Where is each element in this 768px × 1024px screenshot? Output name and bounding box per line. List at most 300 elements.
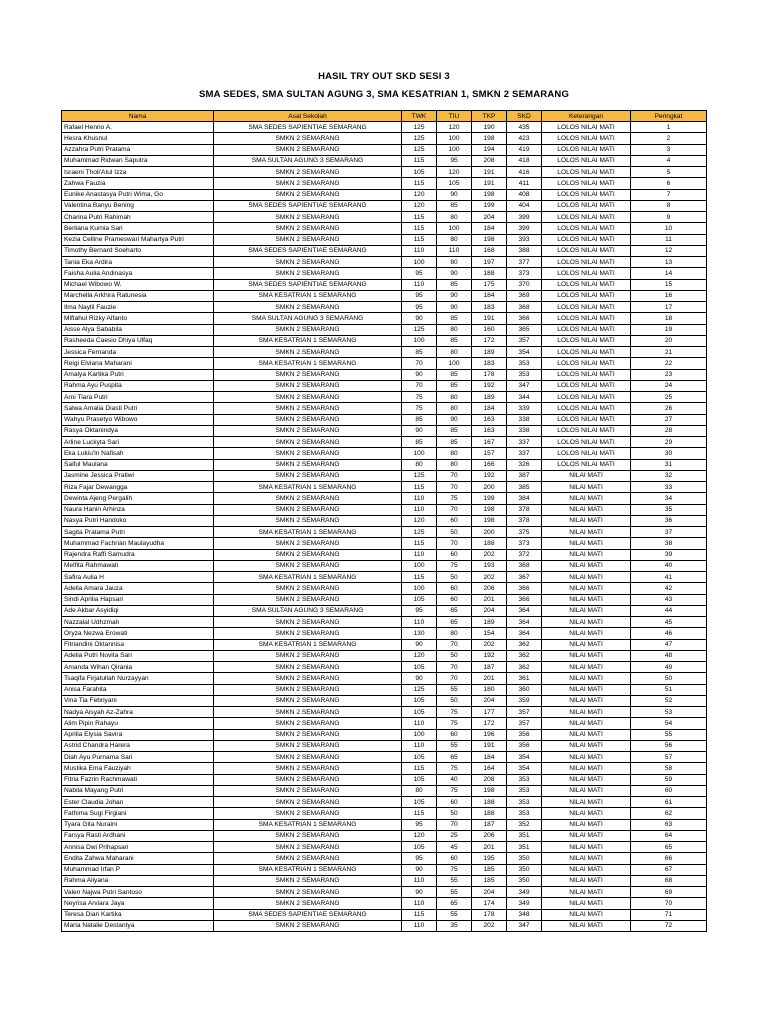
table-row xyxy=(62,133,707,144)
cell-skd: 423 xyxy=(507,133,542,144)
cell-twk: 70 xyxy=(402,380,437,391)
cell-keterangan: NILAI MATI xyxy=(542,504,631,515)
cell-tiu: 55 xyxy=(437,887,472,898)
cell-keterangan: NILAI MATI xyxy=(542,684,631,695)
cell-tkp: 178 xyxy=(472,909,507,920)
document-title xyxy=(0,70,768,102)
cell-skd: 418 xyxy=(507,155,542,166)
table-row xyxy=(62,628,707,639)
cell-nama: Hesra Khusnul xyxy=(62,133,214,144)
cell-tiu: 70 xyxy=(437,470,472,481)
cell-skd: 388 xyxy=(507,245,542,256)
cell-nama: Ade Akbar Asyidiqi xyxy=(62,605,214,616)
cell-tiu: 85 xyxy=(437,279,472,290)
header-tkp: TKP xyxy=(472,111,507,122)
cell-tiu: 70 xyxy=(437,639,472,650)
cell-keterangan: NILAI MATI xyxy=(542,898,631,909)
cell-tkp: 192 xyxy=(472,470,507,481)
table-row xyxy=(62,302,707,313)
cell-asal-sekolah: SMKN 2 SEMARANG xyxy=(214,459,402,470)
table-row xyxy=(62,268,707,279)
cell-peringkat: 61 xyxy=(631,797,707,808)
cell-keterangan: NILAI MATI xyxy=(542,707,631,718)
cell-nama: Maria Natalie Destantya xyxy=(62,920,214,931)
cell-tkp: 189 xyxy=(472,347,507,358)
cell-tkp: 191 xyxy=(472,167,507,178)
cell-peringkat: 25 xyxy=(631,392,707,403)
cell-tiu: 80 xyxy=(437,347,472,358)
cell-peringkat: 20 xyxy=(631,335,707,346)
cell-skd: 408 xyxy=(507,189,542,200)
table-row xyxy=(62,864,707,875)
cell-keterangan: NILAI MATI xyxy=(542,662,631,673)
cell-tkp: 177 xyxy=(472,707,507,718)
table-row xyxy=(62,493,707,504)
cell-skd: 373 xyxy=(507,538,542,549)
table-row xyxy=(62,189,707,200)
cell-tkp: 184 xyxy=(472,223,507,234)
cell-asal-sekolah: SMKN 2 SEMARANG xyxy=(214,875,402,886)
cell-keterangan: NILAI MATI xyxy=(542,752,631,763)
cell-tiu: 50 xyxy=(437,808,472,819)
cell-skd: 411 xyxy=(507,178,542,189)
cell-tkp: 202 xyxy=(472,639,507,650)
cell-skd: 378 xyxy=(507,504,542,515)
cell-keterangan: NILAI MATI xyxy=(542,830,631,841)
cell-peringkat: 37 xyxy=(631,527,707,538)
cell-twk: 120 xyxy=(402,515,437,526)
cell-twk: 95 xyxy=(402,853,437,864)
cell-tkp: 160 xyxy=(472,324,507,335)
cell-asal-sekolah: SMKN 2 SEMARANG xyxy=(214,470,402,481)
table-row xyxy=(62,403,707,414)
table-row xyxy=(62,515,707,526)
cell-peringkat: 14 xyxy=(631,268,707,279)
cell-peringkat: 1 xyxy=(631,122,707,133)
cell-asal-sekolah: SMKN 2 SEMARANG xyxy=(214,212,402,223)
cell-twk: 125 xyxy=(402,144,437,155)
cell-keterangan: LOLOS NILAI MATI xyxy=(542,122,631,133)
cell-asal-sekolah: SMA SEDES SAPIENTIAE SEMARANG xyxy=(214,279,402,290)
cell-tiu: 85 xyxy=(437,313,472,324)
cell-twk: 125 xyxy=(402,470,437,481)
cell-keterangan: LOLOS NILAI MATI xyxy=(542,347,631,358)
cell-tiu: 80 xyxy=(437,234,472,245)
cell-peringkat: 2 xyxy=(631,133,707,144)
cell-tiu: 75 xyxy=(437,560,472,571)
cell-twk: 115 xyxy=(402,572,437,583)
table-row xyxy=(62,774,707,785)
cell-tiu: 60 xyxy=(437,583,472,594)
cell-asal-sekolah: SMKN 2 SEMARANG xyxy=(214,403,402,414)
cell-skd: 354 xyxy=(507,752,542,763)
cell-keterangan: NILAI MATI xyxy=(542,594,631,605)
cell-keterangan: NILAI MATI xyxy=(542,583,631,594)
cell-keterangan: LOLOS NILAI MATI xyxy=(542,178,631,189)
cell-tkp: 164 xyxy=(472,763,507,774)
cell-twk: 90 xyxy=(402,673,437,684)
cell-tiu: 70 xyxy=(437,673,472,684)
table-row xyxy=(62,763,707,774)
cell-tkp: 189 xyxy=(472,392,507,403)
cell-keterangan: LOLOS NILAI MATI xyxy=(542,268,631,279)
cell-nama: Jessica Fernanda xyxy=(62,347,214,358)
cell-tkp: 191 xyxy=(472,740,507,751)
cell-twk: 100 xyxy=(402,583,437,594)
cell-keterangan: LOLOS NILAI MATI xyxy=(542,290,631,301)
cell-keterangan: LOLOS NILAI MATI xyxy=(542,358,631,369)
cell-twk: 90 xyxy=(402,369,437,380)
cell-peringkat: 26 xyxy=(631,403,707,414)
cell-tiu: 75 xyxy=(437,763,472,774)
cell-twk: 120 xyxy=(402,200,437,211)
cell-tkp: 185 xyxy=(472,875,507,886)
cell-peringkat: 32 xyxy=(631,470,707,481)
cell-nama: Nazzalal Udhzmah xyxy=(62,617,214,628)
table-row xyxy=(62,223,707,234)
cell-twk: 110 xyxy=(402,504,437,515)
cell-tiu: 70 xyxy=(437,482,472,493)
cell-twk: 120 xyxy=(402,830,437,841)
cell-keterangan: LOLOS NILAI MATI xyxy=(542,133,631,144)
cell-keterangan: NILAI MATI xyxy=(542,695,631,706)
cell-tkp: 200 xyxy=(472,482,507,493)
cell-skd: 387 xyxy=(507,470,542,481)
cell-skd: 377 xyxy=(507,257,542,268)
table-row xyxy=(62,740,707,751)
cell-nama: Miftahul Rizky Alfanto xyxy=(62,313,214,324)
header-tiu: TIU xyxy=(437,111,472,122)
cell-peringkat: 72 xyxy=(631,920,707,931)
cell-skd: 347 xyxy=(507,380,542,391)
cell-peringkat: 64 xyxy=(631,830,707,841)
cell-skd: 353 xyxy=(507,358,542,369)
cell-asal-sekolah: SMKN 2 SEMARANG xyxy=(214,223,402,234)
cell-nama: Salwa Amalia Diasti Putri xyxy=(62,403,214,414)
cell-nama: Marchella Arkhira Ratunesia xyxy=(62,290,214,301)
cell-nama: Faisha Aulia Andinasya xyxy=(62,268,214,279)
cell-twk: 105 xyxy=(402,797,437,808)
cell-tiu: 80 xyxy=(437,403,472,414)
cell-nama: Astrid Chandra Harera xyxy=(62,740,214,751)
cell-skd: 347 xyxy=(507,920,542,931)
table-row xyxy=(62,290,707,301)
cell-keterangan: NILAI MATI xyxy=(542,572,631,583)
cell-nama: Valen Najwa Putri Santoso xyxy=(62,887,214,898)
cell-keterangan: NILAI MATI xyxy=(542,842,631,853)
cell-skd: 354 xyxy=(507,763,542,774)
cell-nama: Fathima Sugi Firgiani xyxy=(62,808,214,819)
table-row xyxy=(62,549,707,560)
cell-asal-sekolah: SMA KESATRIAN 1 SEMARANG xyxy=(214,639,402,650)
cell-peringkat: 51 xyxy=(631,684,707,695)
cell-asal-sekolah: SMA SULTAN AGUNG 3 SEMARANG xyxy=(214,155,402,166)
table-row xyxy=(62,684,707,695)
cell-skd: 360 xyxy=(507,684,542,695)
cell-skd: 356 xyxy=(507,729,542,740)
cell-skd: 350 xyxy=(507,864,542,875)
cell-peringkat: 16 xyxy=(631,290,707,301)
cell-peringkat: 41 xyxy=(631,572,707,583)
cell-tkp: 201 xyxy=(472,673,507,684)
cell-twk: 95 xyxy=(402,290,437,301)
cell-asal-sekolah: SMA KESATRIAN 1 SEMARANG xyxy=(214,358,402,369)
cell-tiu: 105 xyxy=(437,178,472,189)
cell-skd: 399 xyxy=(507,223,542,234)
cell-tkp: 166 xyxy=(472,459,507,470)
table-row xyxy=(62,178,707,189)
cell-asal-sekolah: SMKN 2 SEMARANG xyxy=(214,898,402,909)
cell-keterangan: NILAI MATI xyxy=(542,853,631,864)
cell-tkp: 198 xyxy=(472,234,507,245)
table-row xyxy=(62,504,707,515)
table-row xyxy=(62,279,707,290)
cell-asal-sekolah: SMKN 2 SEMARANG xyxy=(214,380,402,391)
cell-skd: 361 xyxy=(507,673,542,684)
cell-tkp: 180 xyxy=(472,684,507,695)
table-row xyxy=(62,324,707,335)
cell-keterangan: LOLOS NILAI MATI xyxy=(542,302,631,313)
cell-tiu: 75 xyxy=(437,718,472,729)
cell-tkp: 201 xyxy=(472,842,507,853)
cell-nama: Tania Eka Ardira xyxy=(62,257,214,268)
table-row xyxy=(62,437,707,448)
cell-tiu: 95 xyxy=(437,155,472,166)
cell-twk: 95 xyxy=(402,819,437,830)
cell-asal-sekolah: SMA SEDES SAPIENTIAE SEMARANG xyxy=(214,245,402,256)
table-row xyxy=(62,830,707,841)
cell-nama: Valentina Banyu Bening xyxy=(62,200,214,211)
cell-keterangan: NILAI MATI xyxy=(542,729,631,740)
cell-nama: Melfita Rahmawati xyxy=(62,560,214,571)
cell-twk: 95 xyxy=(402,268,437,279)
cell-tkp: 189 xyxy=(472,617,507,628)
cell-twk: 85 xyxy=(402,437,437,448)
cell-nama: Neyrisa Arviara Jaya xyxy=(62,898,214,909)
cell-peringkat: 15 xyxy=(631,279,707,290)
cell-nama: Sindi Aprilia Hapsari xyxy=(62,594,214,605)
table-row xyxy=(62,729,707,740)
cell-tkp: 188 xyxy=(472,797,507,808)
cell-tiu: 80 xyxy=(437,459,472,470)
cell-keterangan: LOLOS NILAI MATI xyxy=(542,189,631,200)
cell-keterangan: NILAI MATI xyxy=(542,515,631,526)
cell-tiu: 60 xyxy=(437,515,472,526)
cell-keterangan: NILAI MATI xyxy=(542,763,631,774)
cell-peringkat: 46 xyxy=(631,628,707,639)
cell-tkp: 199 xyxy=(472,493,507,504)
cell-twk: 90 xyxy=(402,425,437,436)
cell-keterangan: LOLOS NILAI MATI xyxy=(542,459,631,470)
cell-tiu: 80 xyxy=(437,324,472,335)
cell-asal-sekolah: SMKN 2 SEMARANG xyxy=(214,920,402,931)
table-row xyxy=(62,414,707,425)
cell-skd: 362 xyxy=(507,639,542,650)
cell-tiu: 90 xyxy=(437,189,472,200)
cell-tkp: 185 xyxy=(472,864,507,875)
cell-nama: Diah Ayu Purnama Sari xyxy=(62,752,214,763)
cell-tkp: 199 xyxy=(472,200,507,211)
cell-tkp: 204 xyxy=(472,212,507,223)
cell-nama: Teresa Dian Kartika xyxy=(62,909,214,920)
cell-peringkat: 5 xyxy=(631,167,707,178)
cell-tiu: 65 xyxy=(437,752,472,763)
cell-tkp: 194 xyxy=(472,144,507,155)
cell-tkp: 154 xyxy=(472,628,507,639)
cell-asal-sekolah: SMA KESATRIAN 1 SEMARANG xyxy=(214,527,402,538)
cell-tkp: 192 xyxy=(472,650,507,661)
table-row xyxy=(62,245,707,256)
table-row xyxy=(62,842,707,853)
cell-twk: 75 xyxy=(402,403,437,414)
cell-peringkat: 13 xyxy=(631,257,707,268)
table-row xyxy=(62,572,707,583)
table-row xyxy=(62,335,707,346)
cell-nama: Dewinta Ajeng Pergalih xyxy=(62,493,214,504)
table-row xyxy=(62,605,707,616)
cell-twk: 125 xyxy=(402,684,437,695)
cell-tkp: 168 xyxy=(472,245,507,256)
cell-tiu: 85 xyxy=(437,425,472,436)
table-row xyxy=(62,639,707,650)
cell-peringkat: 47 xyxy=(631,639,707,650)
cell-twk: 90 xyxy=(402,864,437,875)
cell-nama: Jasmine Jessica Pratiwi xyxy=(62,470,214,481)
cell-asal-sekolah: SMKN 2 SEMARANG xyxy=(214,178,402,189)
cell-tkp: 206 xyxy=(472,583,507,594)
cell-peringkat: 49 xyxy=(631,662,707,673)
cell-twk: 105 xyxy=(402,707,437,718)
cell-peringkat: 29 xyxy=(631,437,707,448)
cell-tiu: 50 xyxy=(437,650,472,661)
cell-asal-sekolah: SMA KESATRIAN 1 SEMARANG xyxy=(214,335,402,346)
cell-peringkat: 53 xyxy=(631,707,707,718)
cell-twk: 90 xyxy=(402,313,437,324)
cell-tiu: 65 xyxy=(437,898,472,909)
cell-skd: 373 xyxy=(507,268,542,279)
cell-tkp: 174 xyxy=(472,898,507,909)
cell-asal-sekolah: SMKN 2 SEMARANG xyxy=(214,392,402,403)
table-row xyxy=(62,448,707,459)
cell-asal-sekolah: SMA KESATRIAN 1 SEMARANG xyxy=(214,819,402,830)
cell-peringkat: 59 xyxy=(631,774,707,785)
table-body xyxy=(62,122,707,932)
cell-peringkat: 69 xyxy=(631,887,707,898)
cell-keterangan: LOLOS NILAI MATI xyxy=(542,324,631,335)
cell-peringkat: 21 xyxy=(631,347,707,358)
cell-peringkat: 10 xyxy=(631,223,707,234)
cell-peringkat: 17 xyxy=(631,302,707,313)
cell-twk: 100 xyxy=(402,729,437,740)
cell-keterangan: LOLOS NILAI MATI xyxy=(542,200,631,211)
cell-asal-sekolah: SMKN 2 SEMARANG xyxy=(214,729,402,740)
cell-nama: Rasya Oktanindya xyxy=(62,425,214,436)
cell-nama: Israeni Tholi'Atul Izza xyxy=(62,167,214,178)
cell-tiu: 110 xyxy=(437,245,472,256)
table-row xyxy=(62,347,707,358)
cell-tiu: 80 xyxy=(437,257,472,268)
cell-keterangan: LOLOS NILAI MATI xyxy=(542,167,631,178)
cell-twk: 100 xyxy=(402,560,437,571)
title-line-1: HASIL TRY OUT SKD SESI 3 xyxy=(318,71,450,82)
cell-tkp: 188 xyxy=(472,538,507,549)
table-row xyxy=(62,875,707,886)
cell-nama: Eka Lukiu'ln Nafisah xyxy=(62,448,214,459)
cell-asal-sekolah: SMKN 2 SEMARANG xyxy=(214,268,402,279)
cell-asal-sekolah: SMKN 2 SEMARANG xyxy=(214,785,402,796)
cell-tiu: 75 xyxy=(437,864,472,875)
cell-skd: 351 xyxy=(507,830,542,841)
cell-tkp: 202 xyxy=(472,920,507,931)
cell-tiu: 65 xyxy=(437,617,472,628)
cell-keterangan: NILAI MATI xyxy=(542,482,631,493)
header-asal-sekolah: Asal Sekolah xyxy=(214,111,402,122)
table-row xyxy=(62,144,707,155)
cell-tkp: 208 xyxy=(472,774,507,785)
cell-tkp: 198 xyxy=(472,189,507,200)
cell-keterangan: NILAI MATI xyxy=(542,673,631,684)
cell-tiu: 100 xyxy=(437,223,472,234)
cell-nama: Charina Putri Rahimah xyxy=(62,212,214,223)
cell-twk: 80 xyxy=(402,459,437,470)
cell-asal-sekolah: SMKN 2 SEMARANG xyxy=(214,538,402,549)
cell-asal-sekolah: SMKN 2 SEMARANG xyxy=(214,549,402,560)
cell-tiu: 55 xyxy=(437,684,472,695)
table-row xyxy=(62,920,707,931)
cell-tiu: 90 xyxy=(437,268,472,279)
cell-peringkat: 9 xyxy=(631,212,707,223)
table-row xyxy=(62,853,707,864)
table-row xyxy=(62,887,707,898)
cell-asal-sekolah: SMA SEDES SAPIENTIAE SEMARANG xyxy=(214,200,402,211)
cell-asal-sekolah: SMKN 2 SEMARANG xyxy=(214,695,402,706)
cell-tkp: 201 xyxy=(472,594,507,605)
cell-nama: Anisa Farahita xyxy=(62,684,214,695)
table-row xyxy=(62,785,707,796)
cell-keterangan: NILAI MATI xyxy=(542,774,631,785)
cell-peringkat: 70 xyxy=(631,898,707,909)
cell-twk: 100 xyxy=(402,335,437,346)
cell-tkp: 191 xyxy=(472,313,507,324)
cell-tiu: 100 xyxy=(437,133,472,144)
cell-skd: 354 xyxy=(507,347,542,358)
cell-nama: Alim Pipin Rahayu xyxy=(62,718,214,729)
table-row xyxy=(62,358,707,369)
cell-tkp: 188 xyxy=(472,268,507,279)
cell-skd: 368 xyxy=(507,560,542,571)
cell-twk: 100 xyxy=(402,448,437,459)
cell-skd: 353 xyxy=(507,808,542,819)
cell-tkp: 184 xyxy=(472,752,507,763)
cell-tkp: 184 xyxy=(472,290,507,301)
cell-keterangan: NILAI MATI xyxy=(542,617,631,628)
cell-tkp: 204 xyxy=(472,887,507,898)
cell-twk: 110 xyxy=(402,740,437,751)
cell-keterangan: NILAI MATI xyxy=(542,560,631,571)
cell-tiu: 85 xyxy=(437,200,472,211)
cell-twk: 115 xyxy=(402,808,437,819)
cell-twk: 95 xyxy=(402,605,437,616)
cell-twk: 125 xyxy=(402,527,437,538)
table-row xyxy=(62,909,707,920)
cell-tiu: 70 xyxy=(437,504,472,515)
cell-tkp: 167 xyxy=(472,437,507,448)
cell-asal-sekolah: SMA SEDES SAPIENTIAE SEMARANG xyxy=(214,122,402,133)
header-row xyxy=(62,111,707,122)
cell-peringkat: 4 xyxy=(631,155,707,166)
cell-twk: 70 xyxy=(402,358,437,369)
cell-tiu: 70 xyxy=(437,819,472,830)
